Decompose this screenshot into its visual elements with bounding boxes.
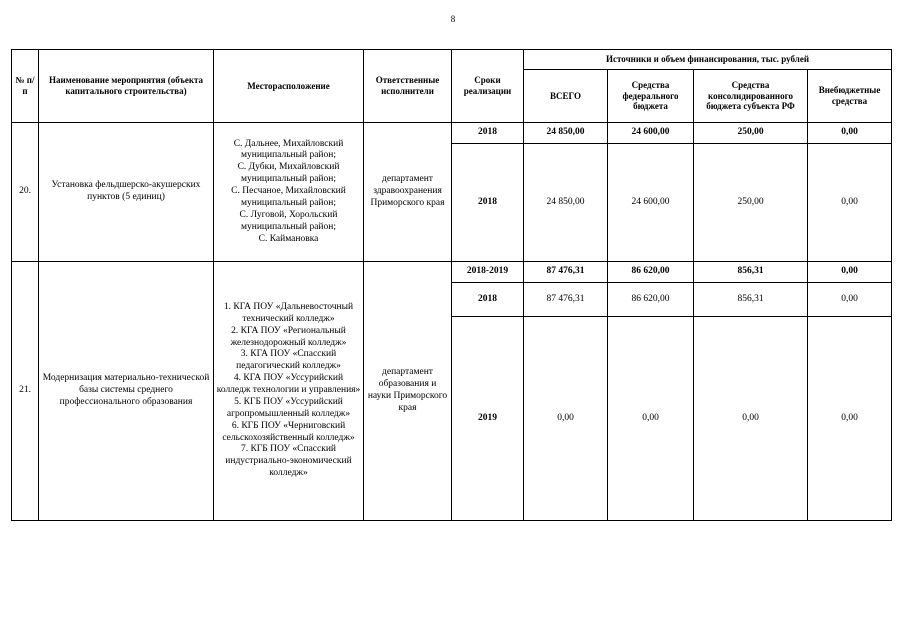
location-line: 7. КГБ ПОУ «Спасский индустриально-экономический колледж» <box>225 444 352 479</box>
header-period: Сроки реализации <box>452 50 524 123</box>
header-sources: Источники и объем финансирования, тыс. рублей <box>524 50 892 70</box>
year-federal: 24 600,00 <box>608 144 694 262</box>
year-period: 2018 <box>452 283 524 317</box>
header-executors: Ответственные исполнители <box>364 50 452 123</box>
summary-federal: 24 600,00 <box>608 123 694 144</box>
location-line: 5. КГБ ПОУ «Уссурийский агропромышленный колледж» <box>226 396 351 419</box>
row-location <box>214 262 364 521</box>
row-num: 20. <box>12 123 39 262</box>
row-executor: департамент здравоохранения Приморского края <box>364 123 452 262</box>
year-extra: 0,00 <box>808 283 892 317</box>
location-line: 6. КГБ ПОУ «Черниговский сельскохозяйственный колледж» <box>222 420 355 443</box>
table-row-summary <box>12 123 892 144</box>
year-period: 2019 <box>452 317 524 521</box>
header-name: Наименование мероприятия (объекта капитального строительства) <box>39 50 214 123</box>
summary-extra: 0,00 <box>808 123 892 144</box>
year-regional: 0,00 <box>694 317 808 521</box>
row-name: Модернизация материально-технической базы системы среднего профессионального образования <box>39 262 214 521</box>
row-location <box>214 123 364 262</box>
year-total: 24 850,00 <box>524 144 608 262</box>
financing-table <box>11 49 892 521</box>
year-total: 0,00 <box>524 317 608 521</box>
year-regional: 856,31 <box>694 283 808 317</box>
summary-period: 2018 <box>452 123 524 144</box>
location-line: 2. КГА ПОУ «Региональный железнодорожный колледж» <box>230 325 347 348</box>
header-regional: Средства консолидированного бюджета субъекта РФ <box>694 70 808 123</box>
row-name: Установка фельдшерско-акушерских пунктов (5 единиц) <box>39 123 214 262</box>
location-line: С. Дальнее, Михайловский муниципальный район; <box>233 138 344 161</box>
location-line: 4. КГА ПОУ «Уссурийский колледж технологии и управления» <box>216 373 361 396</box>
location-line: 1. КГА ПОУ «Дальневосточный технический колледж» <box>223 301 354 324</box>
header-extra: Внебюджетные средства <box>808 70 892 123</box>
location-line: С. Песчаное, Михайловский муниципальный район; <box>231 186 346 208</box>
summary-total: 87 476,31 <box>524 262 608 283</box>
summary-federal: 86 620,00 <box>608 262 694 283</box>
header-num: № п/п <box>12 50 39 123</box>
year-federal: 86 620,00 <box>608 283 694 317</box>
location-line: 3. КГА ПОУ «Спасский педагогический колледж» <box>236 349 341 372</box>
year-period: 2018 <box>452 144 524 262</box>
row-num: 21. <box>12 262 39 521</box>
year-extra: 0,00 <box>808 317 892 521</box>
location-line: С. Луговой, Хорольский муниципальный район; <box>239 209 338 232</box>
summary-extra: 0,00 <box>808 262 892 283</box>
header-location: Месторасположение <box>214 50 364 123</box>
year-extra: 0,00 <box>808 144 892 262</box>
row-executor: департамент образования и науки Приморского края <box>364 262 452 521</box>
table-row-summary <box>12 262 892 283</box>
location-line: С. Каймановка <box>258 233 319 244</box>
year-total: 87 476,31 <box>524 283 608 317</box>
header-total: ВСЕГО <box>524 70 608 123</box>
year-regional: 250,00 <box>694 144 808 262</box>
year-federal: 0,00 <box>608 317 694 521</box>
header-federal: Средства федерального бюджета <box>608 70 694 123</box>
summary-regional: 250,00 <box>694 123 808 144</box>
page-number: 8 <box>450 14 456 24</box>
summary-period: 2018-2019 <box>452 262 524 283</box>
summary-total: 24 850,00 <box>524 123 608 144</box>
summary-regional: 856,31 <box>694 262 808 283</box>
location-line: С. Дубки, Михайловский муниципальный район; <box>237 162 340 185</box>
